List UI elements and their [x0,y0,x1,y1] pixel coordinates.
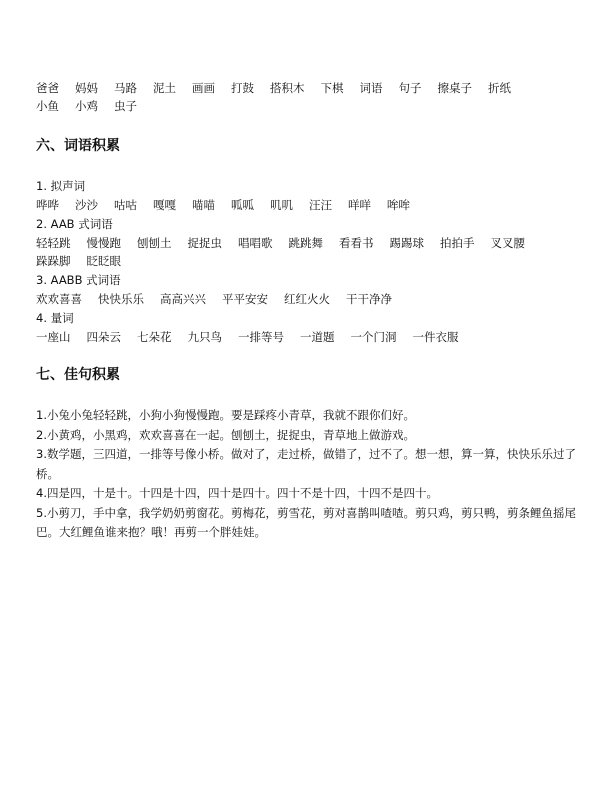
word: 小鸡 [75,99,98,113]
sentence-5: 5.小剪刀，手中拿，我学奶奶剪窗花。剪梅花，剪雪花，剪对喜鹊叫喳喳。剪只鸡，剪只鸭，剪条鲤鱼摇尾巴。大红鲤鱼谁来抱？哦！再剪一个胖娃娃。 [36,505,576,539]
sentence-1: 1.小兔小兔轻轻跳，小狗小狗慢慢跑。要是踩疼小青草，我就不跟你们好。 [36,408,415,422]
word: 一个门洞 [350,330,397,344]
word: 泥土 [153,81,176,95]
word: 一道题 [300,330,335,344]
word: 咕咕 [114,198,137,212]
word: 唱唱歌 [238,236,273,250]
word: 刨刨土 [137,236,172,250]
word: 平平安安 [222,292,268,306]
word: 看看书 [339,236,374,250]
sentence-4: 4.四是四，十是十。十四是十四，四十是四十。四十不是十四，十四不是四十。 [36,486,438,500]
sentences-section [36,406,581,543]
section-heading-vocabulary: 六、词语积累 [36,138,120,154]
word: 喵喵 [192,198,215,212]
word: 干干净净 [346,292,392,306]
intro-word-list [36,79,556,115]
word: 轻轻跳 [36,236,71,250]
word: 四朵云 [86,330,121,344]
measure-word-list [36,328,581,346]
word: 跳跳舞 [288,236,323,250]
group-label-aab: 2. AAB 式词语 [36,217,113,231]
word: 沙沙 [75,198,98,212]
word: 呱呱 [231,198,254,212]
word: 下棋 [320,81,344,95]
word: 红红火火 [284,292,330,306]
word: 七朵花 [137,330,172,344]
word: 打鼓 [231,81,254,95]
group-label-measure-words: 4. 量词 [36,311,74,325]
word: 搭积木 [270,81,305,95]
word: 眨眨眼 [86,254,121,268]
word: 九只鸟 [187,330,222,344]
word: 一座山 [36,330,71,344]
word: 欢欢喜喜 [36,292,82,306]
word: 妈妈 [75,81,98,95]
word: 句子 [398,81,422,95]
word: 哗哗 [36,198,59,212]
word: 折纸 [488,81,511,95]
word: 虫子 [114,99,137,113]
aabb-word-list [36,290,581,308]
word: 嘎嘎 [153,198,176,212]
sentence-3: 3.数学题，三四道，一排等号像小桥。做对了，走过桥，做错了，过不了。想一想，算一算，快快乐乐过了桥。 [36,447,576,481]
word: 咩咩 [348,198,371,212]
word: 小鱼 [36,99,59,113]
aab-word-list [36,234,546,270]
word: 一排等号 [238,330,284,344]
word: 一件衣服 [412,330,459,344]
group-label-onomatopoeia: 1. 拟声词 [36,179,86,193]
word: 哞哞 [387,198,410,212]
word: 捉捉虫 [187,236,222,250]
word: 慢慢跑 [86,236,121,250]
word: 高高兴兴 [160,292,206,306]
group-label-aabb: 3. AABB 式词语 [36,273,121,287]
section-heading-sentences: 七、佳句积累 [36,367,120,383]
word: 踢踢球 [389,236,424,250]
word: 拍拍手 [440,236,475,250]
word: 爸爸 [36,81,59,95]
word: 快快乐乐 [98,292,144,306]
onomatopoeia-word-list [36,196,581,214]
document-page [36,79,581,543]
word: 词语 [359,81,383,95]
word: 擦桌子 [437,81,472,95]
word: 汪汪 [309,198,332,212]
word: 叽叽 [270,198,293,212]
word: 叉叉腰 [490,236,525,250]
word: 画画 [192,81,215,95]
word: 跺跺脚 [36,254,71,268]
word: 马路 [114,81,137,95]
sentence-2: 2.小黄鸡，小黑鸡，欢欢喜喜在一起。刨刨土，捉捉虫，青草地上做游戏。 [36,427,415,442]
vocabulary-section [36,176,581,346]
